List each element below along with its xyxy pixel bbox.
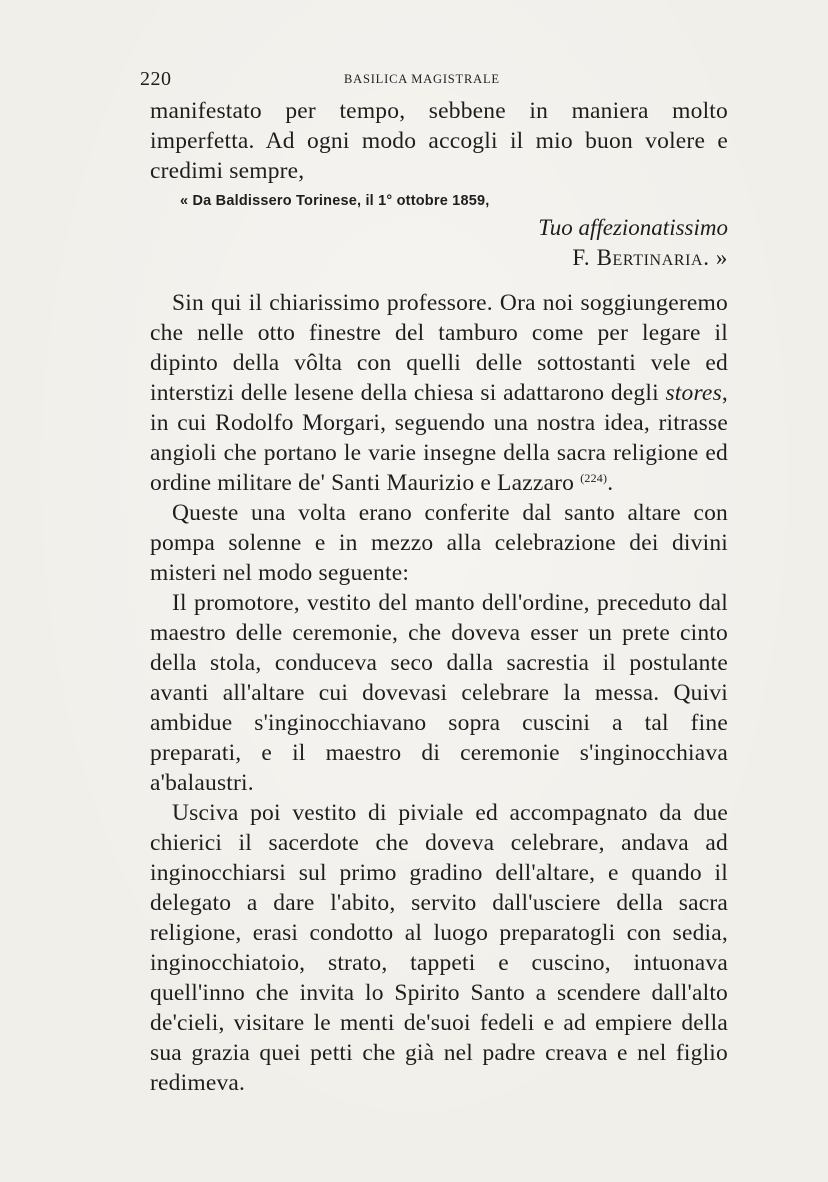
paragraph-2: Queste una volta erano conferite dal santo altare con pompa solenne e in mezzo alla celebrazione dei divini misteri nel modo seguente: (150, 500, 728, 586)
closing-salutation: Tuo affezionatissimo (538, 215, 728, 240)
main-text (150, 288, 728, 1098)
paragraph-3: Il promotore, vestito del manto dell'ordine, preceduto dal maestro delle ceremonie, che doveva esser un prete cinto della stola, conduceva seco dalla sacrestia il postulante avanti all'altare cui dovevasi celebrare la messa. Quivi ambidue s'inginocchiavano sopra cuscini a tal fine preparati, e il maestro di ceremonie s'inginocchiava a'balaustri. (150, 590, 728, 796)
paragraph-1-end: . (607, 470, 614, 496)
paragraph-1-text-b: , in cui Rodolfo Morgari, seguendo una nostra idea, ritrasse angioli che portano le varie insegne della sacra religione ed ordine militare de' Santi Maurizio e Lazzaro (150, 380, 728, 496)
letter-closing (538, 213, 728, 273)
footnote-reference[interactable]: (224) (580, 471, 608, 485)
closing-signature: F. Bertinaria. » (572, 245, 728, 270)
paragraph-1 (150, 288, 728, 498)
paragraph-1-text-a: Sin qui il chiarissimo professore. Ora noi soggiungeremo che nelle otto finestre del tamburo come per legare il dipinto della vôlta con quelli delle sottostanti vele ed interstizi delle lesene della chiesa si adattarono degli (150, 290, 728, 406)
letter-origin-line: « Da Baldissero Torinese, il 1° ottobre 1859, (180, 193, 490, 209)
paragraph-4: Usciva poi vestito di piviale ed accompagnato da due chierici il sacerdote che doveva celebrare, andava ad inginocchiarsi sul primo gradino dell'altare, e quando il delegato a dare l'abito, servito dall'usciere della sacra religione, erasi condotto al luogo preparatogli con sedia, inginocchiatoio, strato, tappeti e cuscino, intuonava quell'inno che invita lo Spirito Santo a scendere dall'alto de'cieli, visitare le menti de'suoi fedeli e ad empiere della sua grazia quei petti che già nel padre creava e nel figlio redimeva. (150, 800, 728, 1096)
continuation-paragraph: manifestato per tempo, sebbene in maniera molto imperfetta. Ad ogni modo accogli il mio buon volere e credimi sempre, (150, 98, 728, 184)
page-header (140, 68, 700, 92)
running-title: BASILICA MAGISTRALE (344, 72, 500, 86)
page-number: 220 (140, 68, 172, 90)
italic-term: stores (665, 380, 722, 406)
